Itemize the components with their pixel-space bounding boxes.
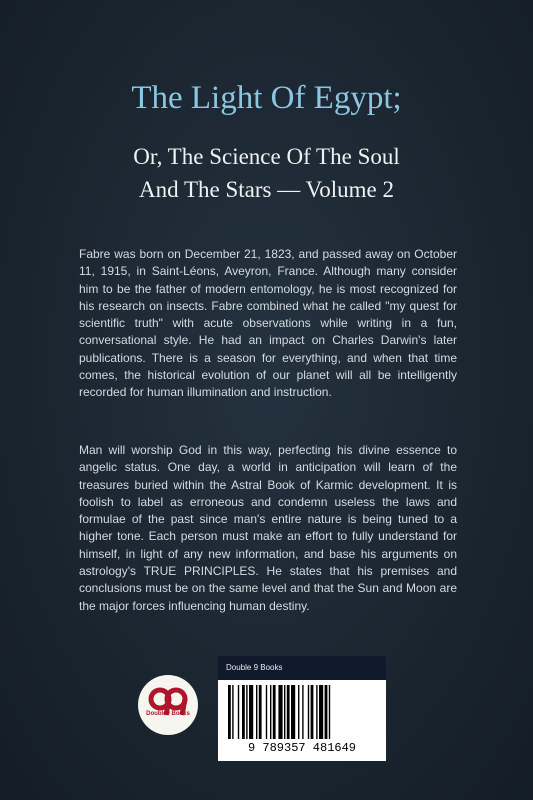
barcode-bar	[311, 685, 314, 739]
logo-nines	[138, 675, 198, 735]
barcode-area	[218, 680, 386, 761]
barcode-bar	[259, 685, 262, 739]
barcode-bar	[302, 685, 303, 739]
blurb-paragraph-1: Fabre was born on December 21, 1823, and passed away on October 11, 1915, in Saint-Léons, Aveyron, France. Although many consider him to be the father of modern entomology, he is most recognized for his research on insects. Fabre combined what he called "my quest for scientific truth" with acute observations while writing in a fun, conversational style. He had an impact on Charles Darwin's later publications. There is a season for everything, and when that time comes, the historical evolution of our planet will all be intelligently recorded for human illumination and instruction.	[79, 247, 457, 400]
barcode-bar	[273, 685, 276, 739]
barcode-bar	[287, 685, 290, 739]
isbn-barcode-icon	[226, 685, 378, 741]
isbn-number: 9 789357 481649	[247, 741, 357, 755]
barcode-bar	[249, 685, 253, 739]
barcode-bar	[284, 685, 285, 739]
barcode-bar	[316, 685, 317, 739]
book-subtitle	[0, 140, 533, 206]
subtitle-line-1: Or, The Science Of The Soul	[133, 144, 400, 169]
barcode-bar	[238, 685, 239, 739]
barcode-bar	[291, 685, 295, 739]
barcode-bar	[270, 685, 271, 739]
barcode-bar	[329, 685, 330, 739]
subtitle-line-2: And The Stars — Volume 2	[139, 177, 394, 202]
barcode-bar	[325, 685, 328, 739]
barcode-panel	[218, 656, 386, 761]
publisher-label: Double 9 Books	[218, 656, 386, 680]
barcode-bar	[308, 685, 309, 739]
blurb-paragraph-2: Man will worship God in this way, perfecting his divine essence to angelic status. One day, a world in anticipation will learn of the treasures buried within the Astral Book of Karmic development. It is foolish to label as erroneous and condemn useless the laws and formulae of the past since man's entire nature is being tuned to a higher tone. Each person must make an effort to fully understand for himself, in light of any new information, and base his arguments on astrology's TRUE PRINCIPLES. He states that his premises and conclusions must be on the same level and that the Sun and Moon are the major forces influencing human destiny.	[79, 443, 457, 613]
barcode-bar	[228, 685, 231, 739]
barcode-bar	[246, 685, 247, 739]
logo-text: Double9 Books	[146, 711, 190, 717]
barcode-bar	[278, 685, 282, 739]
double9-logo-icon	[138, 675, 198, 735]
barcode-bar	[232, 685, 233, 739]
barcode-bar	[319, 685, 323, 739]
barcode-bar	[256, 685, 257, 739]
barcode-bar	[266, 685, 267, 739]
barcode-bar	[298, 685, 299, 739]
book-title: The Light Of Egypt;	[131, 80, 402, 116]
barcode-bar	[242, 685, 245, 739]
